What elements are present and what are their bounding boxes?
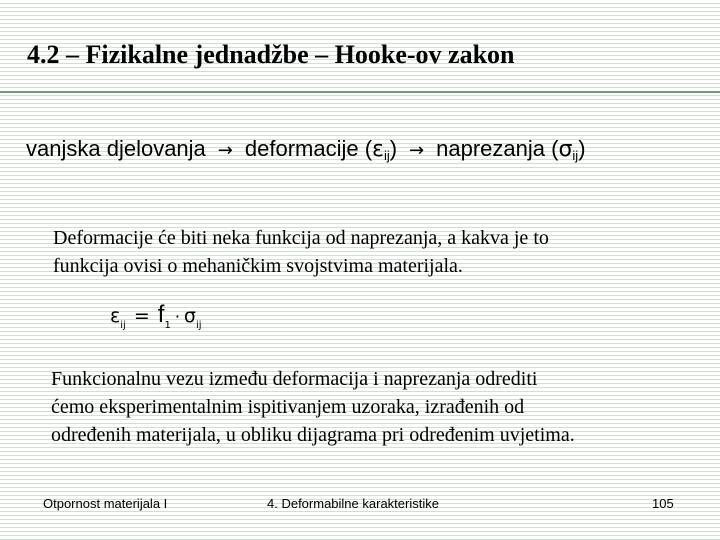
arrow-right-icon: → bbox=[409, 140, 425, 161]
deformation-flow-line bbox=[26, 136, 586, 169]
sigma-symbol: σ bbox=[558, 137, 573, 162]
paragraph-line: funkcija ovisi o mehaničkim svojstvima materijala. bbox=[53, 255, 463, 277]
flow-deformation-label: deformacije ( bbox=[244, 136, 373, 161]
paragraph-experimental bbox=[51, 365, 575, 449]
formula-function: f bbox=[157, 301, 165, 328]
paragraph-line: Funkcionalnu vezu između deformacija i naprezanja odrediti bbox=[51, 368, 538, 390]
paragraph-line: određenih materijala, u obliku dijagrama pri određenim uvjetima. bbox=[51, 424, 575, 446]
arrow-right-icon: → bbox=[217, 140, 233, 161]
flow-cause: vanjska djelovanja bbox=[26, 136, 206, 161]
formula-operator: · bbox=[174, 307, 180, 326]
sigma-index: ij bbox=[572, 148, 579, 163]
formula-function-index: 1 bbox=[164, 320, 171, 331]
epsilon-index: ij bbox=[383, 148, 390, 163]
paragraph-line: ćemo eksperimentalnim ispitivanjem uzoraka, izrađenih od bbox=[51, 396, 525, 418]
flow-deformation-close: ) bbox=[389, 136, 398, 161]
flow-stress-close: ) bbox=[578, 136, 586, 161]
title-divider bbox=[0, 91, 720, 93]
formula-equals: = bbox=[133, 305, 150, 327]
footer-chapter: 4. Deformabilne karakteristike bbox=[267, 496, 439, 511]
footer-page-number: 105 bbox=[652, 496, 674, 511]
formula-epsilon-index: ij bbox=[120, 320, 126, 331]
footer-course: Otpornost materijala I bbox=[43, 496, 168, 511]
formula-sigma-index: ij bbox=[195, 320, 202, 331]
epsilon-symbol: ε bbox=[372, 137, 384, 162]
formula-sigma: σ bbox=[183, 305, 196, 327]
formula-epsilon: ε bbox=[110, 305, 121, 327]
paragraph-line: Deformacije će biti neka funkcija od naprezanja, a kakva je to bbox=[53, 227, 549, 249]
paragraph-deformation-function bbox=[53, 224, 549, 280]
hooke-formula bbox=[110, 302, 202, 339]
slide-title: 4.2 – Fizikalne jednadžbe – Hooke-ov zakon bbox=[27, 40, 515, 69]
flow-stress-label: naprezanja ( bbox=[436, 136, 559, 161]
